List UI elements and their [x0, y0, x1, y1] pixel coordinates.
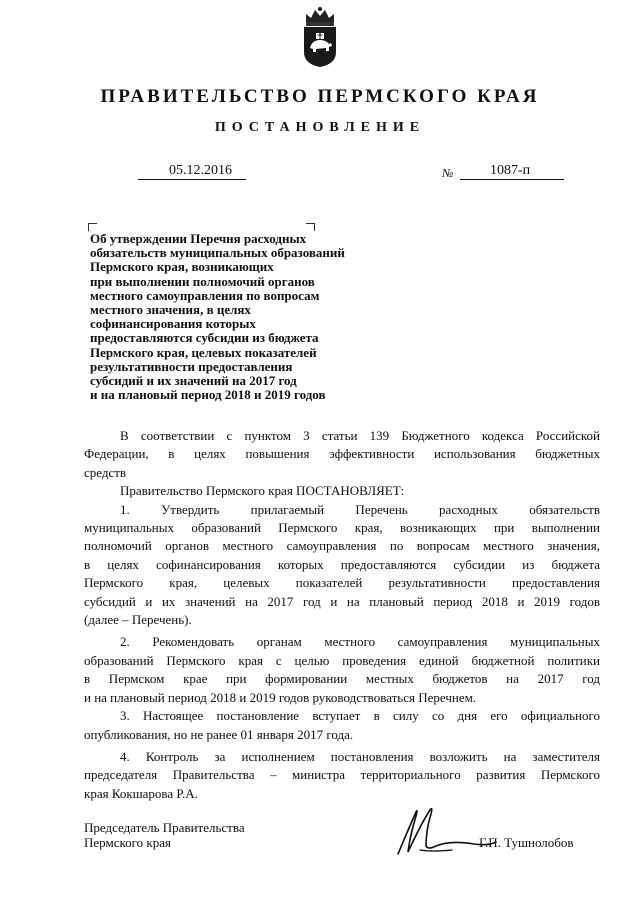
body-line: (далее – Перечень).	[84, 612, 192, 628]
document-date-value: 05.12.2016	[169, 163, 232, 178]
document-number	[460, 163, 564, 180]
signatory-name: Г.П. Тушнолобов	[479, 835, 574, 850]
document-date	[138, 163, 246, 180]
number-prefix: №	[442, 166, 454, 180]
subject-line: Пермского края, возникающих	[90, 259, 274, 275]
body-line: 4. Контроль за исполнением постановления возложить на заместителя	[120, 748, 600, 764]
item-3-paragraph	[84, 707, 600, 744]
subject-line: местного самоуправления по вопросам	[90, 287, 320, 303]
document-type: ПОСТАНОВЛЕНИЕ	[214, 120, 426, 135]
subject-line: при выполнении полномочий органов	[90, 273, 315, 289]
body-line: средств	[84, 464, 127, 480]
body-line: 1. Утвердить прилагаемый Перечень расходных обязательств	[120, 501, 600, 517]
subject-line: софинансирования которых	[90, 316, 256, 332]
body-line: опубликования, но не ранее 01 января 2017 года.	[84, 726, 354, 742]
body-line: в Пермском крае при формировании местных бюджетов на 2017 год	[84, 671, 600, 687]
subject-corner-left	[88, 223, 97, 231]
body-line: 3. Настоящее постановление вступает в силу со дня его официального	[120, 708, 600, 724]
subject-line: предоставляются субсидии из бюджета	[90, 330, 319, 346]
item-2-paragraph	[84, 633, 600, 707]
subject-line: местного значения, в целях	[90, 302, 251, 318]
item-1-paragraph	[84, 501, 600, 630]
document-subject	[90, 232, 410, 402]
body-line: Пермского края, целевых показателей результативности предоставления	[84, 575, 600, 591]
body-line: Федерации, в целях повышения эффективности использования бюджетных	[84, 446, 600, 462]
item-4-paragraph	[84, 748, 600, 803]
body-line: образований Пермского края с целью проведения единой бюджетной политики	[84, 652, 600, 668]
position-line: Председатель Правительства	[84, 820, 245, 835]
subject-line: результативности предоставления	[90, 358, 293, 374]
subject-line: субсидий и их значений на 2017 год	[90, 373, 297, 389]
preamble-paragraph	[84, 427, 600, 482]
body-line: муниципальных образований Пермского края, возникающих при выполнении	[84, 520, 600, 536]
signatory-position	[84, 820, 245, 850]
document-body	[84, 427, 600, 803]
perm-krai-coat-of-arms-icon	[298, 6, 342, 68]
body-line: полномочий органов местного самоуправления по вопросам местного значения,	[84, 538, 600, 554]
body-line: субсидий и их значений на 2017 год и на плановый период 2018 и 2019 годов	[84, 593, 600, 609]
government-title: ПРАВИТЕЛЬСТВО ПЕРМСКОГО КРАЯ	[100, 86, 540, 107]
subject-line: и на плановый период 2018 и 2019 годов	[90, 387, 326, 403]
subject-line: Об утверждении Перечня расходных	[90, 231, 307, 246]
subject-corner-right	[306, 223, 315, 231]
resolves-line: Правительство Пермского края ПОСТАНОВЛЯЕТ:	[120, 483, 405, 499]
position-line: Пермского края	[84, 835, 171, 850]
body-line: В соответствии с пунктом 3 статьи 139 Бюджетного кодекса Российской	[120, 428, 600, 443]
body-line: и на плановый период 2018 и 2019 годов руководствоваться Перечнем.	[84, 689, 477, 705]
subject-line: Пермского края, целевых показателей	[90, 344, 317, 360]
body-line: в целях софинансирования которых предоставляются субсидии из бюджета	[84, 556, 600, 572]
subject-line: обязательств муниципальных образований	[90, 245, 345, 261]
body-line: председателя Правительства – министра территориального развития Пермского	[84, 767, 600, 783]
body-line: края Кокшарова Р.А.	[84, 785, 198, 801]
body-line: 2. Рекомендовать органам местного самоуправления муниципальных	[120, 634, 600, 650]
handwritten-signature-icon	[392, 800, 502, 866]
document-number-value: 1087-п	[490, 163, 531, 178]
